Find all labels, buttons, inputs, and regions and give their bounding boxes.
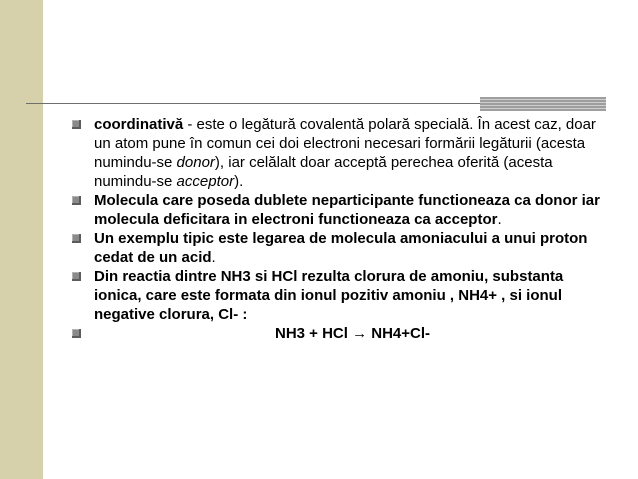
square-bullet-icon [72,329,81,338]
bullet-donor-acceptor [72,191,612,229]
slide-content [72,115,612,343]
bullet-formula [72,324,612,343]
definition-text-2: ), iar celălalt doar acceptă perechea oferită (acesta numindu-se [94,154,553,190]
example-tail: . [211,249,216,266]
donor-term: donor [176,154,215,171]
bullet-reaction [72,267,612,324]
accent-stripe-block [480,97,606,111]
definition-text-1: - este o legătură covalentă polară specială. În acest caz, doar un atom pune în comun cei doi electroni necesari formării legăturii (acesta numindu-se [94,116,596,171]
square-bullet-icon [72,196,81,205]
bullet-example [72,229,612,267]
term-coordinativa: coordinativă [94,116,184,133]
left-decorative-band [0,0,43,479]
definition-text-3: ). [234,173,244,190]
reaction-text: Din reactia dintre NH3 si HCl rezulta clorura de amoniu, substanta ionica, care este formata din ionul pozitiv amoniu , NH4+ , si ionul negative clorura, Cl- : [94,268,564,323]
square-bullet-icon [72,272,81,281]
square-bullet-icon [72,120,81,129]
bullet-coordinativa [72,115,612,191]
square-bullet-icon [72,234,81,243]
donor-acceptor-tail: . [497,211,502,228]
acceptor-term: acceptor [176,173,235,190]
chemical-equation: NH3 + HCl → NH4+Cl- [275,325,431,342]
example-text: Un exemplu tipic este legarea de molecula amoniacului a unui proton cedat de un acid [94,230,588,266]
donor-acceptor-text: Molecula care poseda dublete neparticipante functioneaza ca donor iar molecula deficitara in electroni functioneaza ca acceptor [94,192,600,228]
